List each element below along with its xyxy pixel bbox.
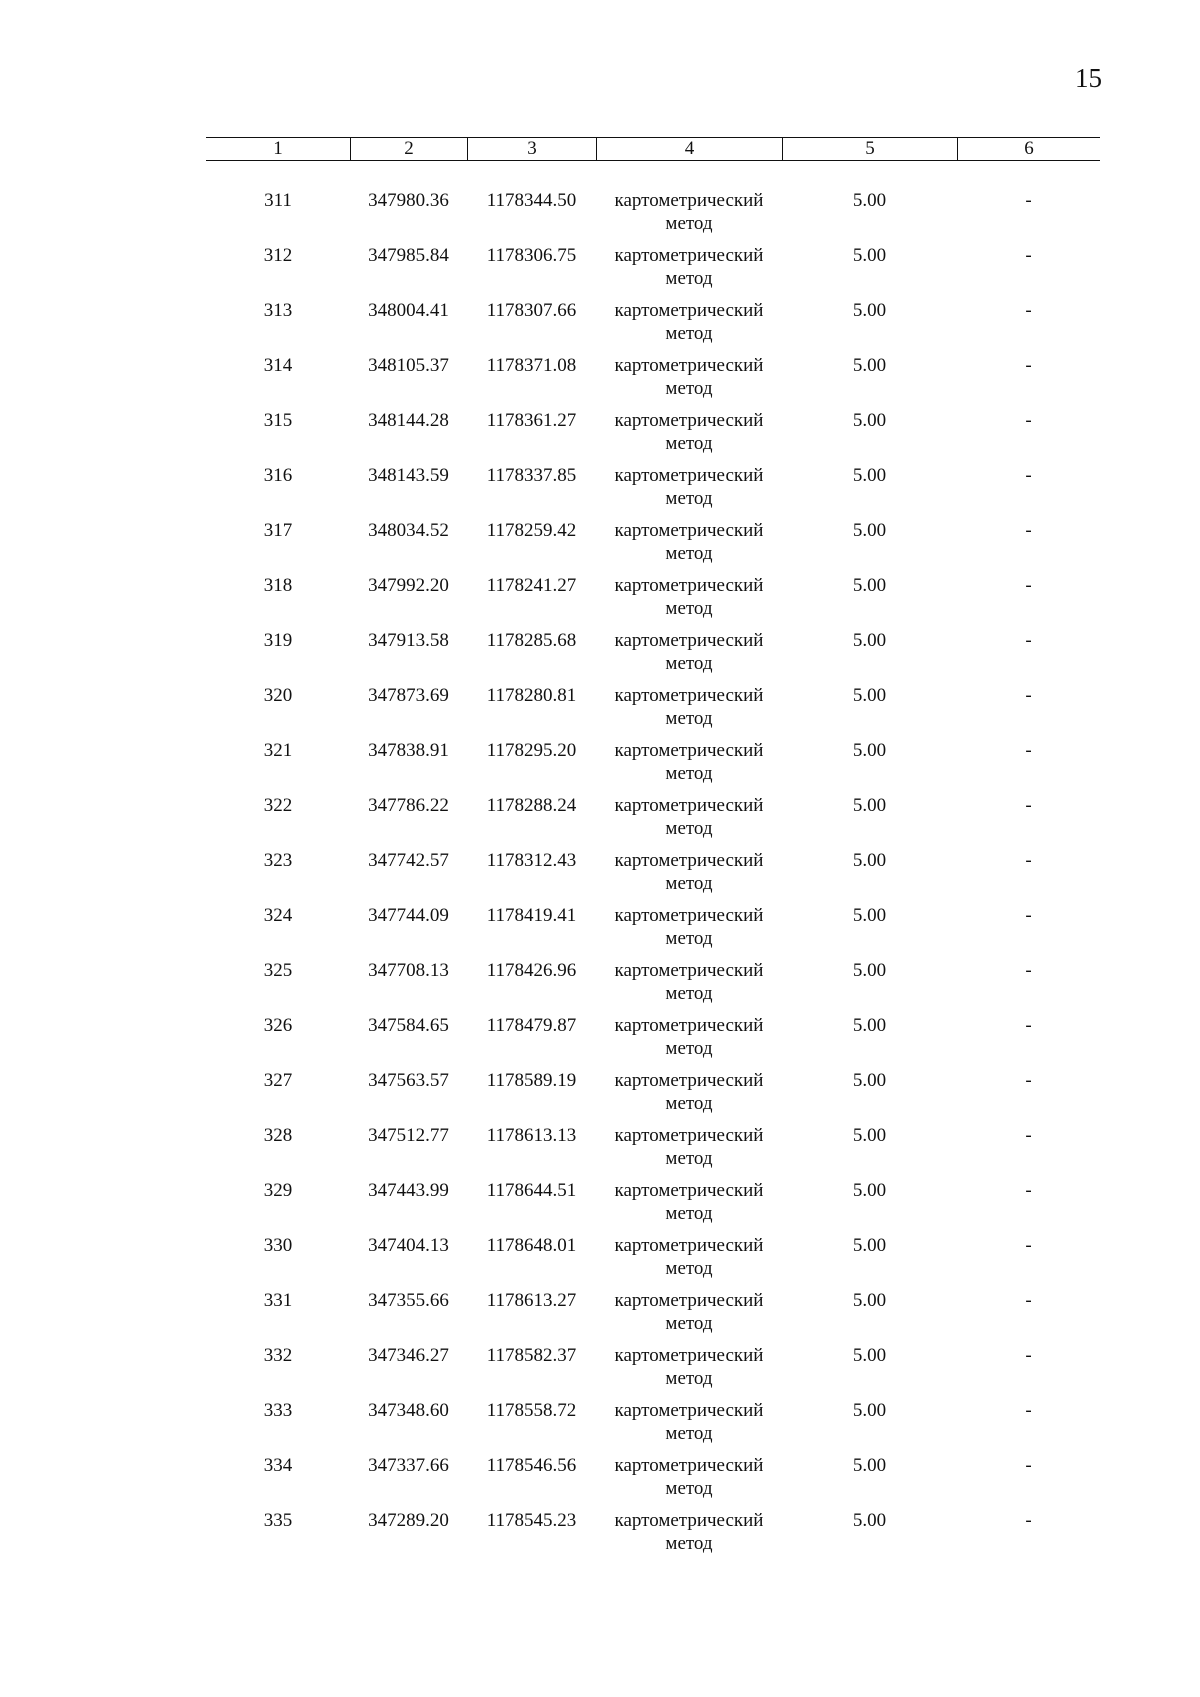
coordinate-y-cell: 1178419.41: [486, 905, 577, 926]
point-number-cell: 311: [264, 190, 292, 211]
coordinate-x-cell: 347742.57: [368, 850, 449, 871]
table-row: [206, 244, 1100, 299]
accuracy-cell: 5.00: [852, 1015, 887, 1036]
method-cell: картометрический метод: [614, 850, 764, 894]
accuracy-cell: 5.00: [852, 850, 887, 871]
table-row: [206, 1344, 1100, 1399]
accuracy-cell: 5.00: [852, 410, 887, 431]
coordinate-x-cell: 347873.69: [368, 685, 449, 706]
method-cell: картометрический метод: [614, 1125, 764, 1169]
coordinate-y-cell: 1178280.81: [486, 685, 577, 706]
coordinate-y-cell: 1178285.68: [486, 630, 577, 651]
coordinate-y-cell: 1178558.72: [486, 1400, 577, 1421]
table-row: [206, 849, 1100, 904]
point-number-cell: 320: [263, 685, 293, 706]
method-cell: картометрический метод: [614, 960, 764, 1004]
coordinate-y-cell: 1178644.51: [486, 1180, 577, 1201]
method-cell: картометрический метод: [614, 1455, 764, 1499]
coordinate-y-cell: 1178371.08: [486, 355, 577, 376]
table-row: [206, 1124, 1100, 1179]
table-row: [206, 1289, 1100, 1344]
coordinate-x-cell: 347563.57: [368, 1070, 449, 1091]
coordinate-x-cell: 347404.13: [368, 1235, 449, 1256]
point-number-cell: 331: [263, 1290, 293, 1311]
coordinate-x-cell: 347355.66: [368, 1290, 449, 1311]
table-row: [206, 409, 1100, 464]
accuracy-cell: 5.00: [852, 1235, 887, 1256]
accuracy-cell: 5.00: [852, 685, 887, 706]
method-cell: картометрический метод: [614, 410, 764, 454]
description-cell: -: [1025, 1345, 1032, 1366]
page-number: 15: [1075, 63, 1102, 93]
accuracy-cell: 5.00: [852, 1510, 887, 1531]
point-number-cell: 328: [263, 1125, 293, 1146]
coordinate-x-cell: 347992.20: [368, 575, 449, 596]
description-cell: -: [1025, 685, 1032, 706]
coordinate-x-cell: 347348.60: [368, 1400, 449, 1421]
point-number-cell: 329: [263, 1180, 293, 1201]
method-cell: картометрический метод: [614, 1345, 764, 1389]
accuracy-cell: 5.00: [852, 1345, 887, 1366]
point-number-cell: 333: [263, 1400, 293, 1421]
point-number-cell: 317: [263, 520, 293, 541]
point-number-cell: 332: [263, 1345, 293, 1366]
coordinate-x-cell: 347786.22: [368, 795, 449, 816]
table-row: [206, 1454, 1100, 1509]
accuracy-cell: 5.00: [852, 795, 887, 816]
method-cell: картометрический метод: [614, 905, 764, 949]
description-cell: -: [1025, 575, 1032, 596]
table-row: [206, 464, 1100, 519]
point-number-cell: 314: [263, 355, 293, 376]
accuracy-cell: 5.00: [852, 190, 887, 211]
table-row: [206, 574, 1100, 629]
description-cell: -: [1025, 355, 1032, 376]
coordinate-y-cell: 1178582.37: [486, 1345, 577, 1366]
column-header-6: 6: [957, 138, 1100, 160]
method-cell: картометрический метод: [614, 520, 764, 564]
coordinate-x-cell: 347913.58: [368, 630, 449, 651]
description-cell: -: [1025, 630, 1032, 651]
description-cell: -: [1025, 190, 1032, 211]
method-cell: картометрический метод: [614, 1015, 764, 1059]
description-cell: -: [1025, 1070, 1032, 1091]
point-number-cell: 327: [263, 1070, 293, 1091]
point-number-cell: 323: [263, 850, 293, 871]
coordinate-x-cell: 347443.99: [368, 1180, 449, 1201]
column-header-4: 4: [596, 138, 782, 160]
accuracy-cell: 5.00: [852, 905, 887, 926]
coordinate-x-cell: 347346.27: [368, 1345, 449, 1366]
accuracy-cell: 5.00: [852, 960, 887, 981]
coordinate-x-cell: 348143.59: [368, 465, 449, 486]
table-row: [206, 959, 1100, 1014]
coordinate-x-cell: 347980.36: [368, 190, 449, 211]
point-number-cell: 326: [263, 1015, 293, 1036]
table-row: [206, 1509, 1100, 1564]
accuracy-cell: 5.00: [852, 575, 887, 596]
description-cell: -: [1025, 1455, 1032, 1476]
table-row: [206, 629, 1100, 684]
point-number-cell: 325: [263, 960, 293, 981]
coordinate-y-cell: 1178479.87: [486, 1015, 577, 1036]
description-cell: -: [1025, 245, 1032, 266]
column-header-5: 5: [782, 138, 957, 160]
point-number-cell: 330: [263, 1235, 293, 1256]
method-cell: картометрический метод: [614, 1290, 764, 1334]
table-body: [206, 189, 1100, 1564]
method-cell: картометрический метод: [614, 300, 764, 344]
accuracy-cell: 5.00: [852, 1455, 887, 1476]
method-cell: картометрический метод: [614, 1235, 764, 1279]
table-row: [206, 1014, 1100, 1069]
table-row: [206, 189, 1100, 244]
table-header: [206, 137, 1100, 161]
table-row: [206, 519, 1100, 574]
point-number-cell: 319: [263, 630, 293, 651]
table-row: [206, 1069, 1100, 1124]
method-cell: картометрический метод: [614, 1400, 764, 1444]
coordinate-y-cell: 1178589.19: [486, 1070, 577, 1091]
description-cell: -: [1025, 905, 1032, 926]
coordinate-x-cell: 348004.41: [368, 300, 449, 321]
accuracy-cell: 5.00: [852, 1400, 887, 1421]
point-number-cell: 335: [263, 1510, 293, 1531]
column-header-1: 1: [273, 138, 283, 159]
accuracy-cell: 5.00: [852, 740, 887, 761]
description-cell: -: [1025, 1015, 1032, 1036]
coordinate-x-cell: 347512.77: [368, 1125, 449, 1146]
accuracy-cell: 5.00: [852, 1125, 887, 1146]
method-cell: картометрический метод: [614, 630, 764, 674]
accuracy-cell: 5.00: [852, 465, 887, 486]
point-number-cell: 318: [263, 575, 293, 596]
coordinate-y-cell: 1178546.56: [486, 1455, 577, 1476]
method-cell: картометрический метод: [614, 465, 764, 509]
point-number-cell: 315: [263, 410, 293, 431]
method-cell: картометрический метод: [614, 740, 764, 784]
column-header-2: 2: [350, 138, 467, 160]
point-number-cell: 321: [263, 740, 293, 761]
coordinate-y-cell: 1178306.75: [486, 245, 577, 266]
coordinate-y-cell: 1178344.50: [486, 190, 577, 211]
method-cell: картометрический метод: [614, 1070, 764, 1114]
description-cell: -: [1025, 1235, 1032, 1256]
method-cell: картометрический метод: [614, 795, 764, 839]
coordinate-x-cell: 347838.91: [368, 740, 449, 761]
coordinate-y-cell: 1178259.42: [486, 520, 577, 541]
table-row: [206, 1399, 1100, 1454]
column-header-3: 3: [467, 138, 596, 160]
table-row: [206, 684, 1100, 739]
coordinate-y-cell: 1178241.27: [486, 575, 577, 596]
coordinate-y-cell: 1178288.24: [486, 795, 577, 816]
method-cell: картометрический метод: [614, 685, 764, 729]
coordinate-x-cell: 347708.13: [368, 960, 449, 981]
coordinate-x-cell: 348034.52: [368, 520, 449, 541]
table-row: [206, 794, 1100, 849]
description-cell: -: [1025, 740, 1032, 761]
coordinate-y-cell: 1178545.23: [486, 1510, 577, 1531]
description-cell: -: [1025, 1290, 1032, 1311]
coordinate-x-cell: 347744.09: [368, 905, 449, 926]
point-number-cell: 322: [263, 795, 293, 816]
point-number-cell: 324: [263, 905, 293, 926]
point-number-cell: 313: [263, 300, 293, 321]
accuracy-cell: 5.00: [852, 245, 887, 266]
table-row: [206, 299, 1100, 354]
description-cell: -: [1025, 1180, 1032, 1201]
coordinate-y-cell: 1178307.66: [486, 300, 577, 321]
accuracy-cell: 5.00: [852, 1180, 887, 1201]
coordinate-x-cell: 347985.84: [368, 245, 449, 266]
description-cell: -: [1025, 1125, 1032, 1146]
method-cell: картометрический метод: [614, 245, 764, 289]
coordinate-x-cell: 347289.20: [368, 1510, 449, 1531]
table-row: [206, 1234, 1100, 1289]
table-row: [206, 1179, 1100, 1234]
description-cell: -: [1025, 410, 1032, 431]
point-number-cell: 334: [263, 1455, 293, 1476]
method-cell: картометрический метод: [614, 1180, 764, 1224]
table-row: [206, 739, 1100, 794]
accuracy-cell: 5.00: [852, 1070, 887, 1091]
coordinate-y-cell: 1178312.43: [486, 850, 577, 871]
description-cell: -: [1025, 850, 1032, 871]
method-cell: картометрический метод: [614, 1510, 764, 1554]
method-cell: картометрический метод: [614, 355, 764, 399]
description-cell: -: [1025, 465, 1032, 486]
description-cell: -: [1025, 1510, 1032, 1531]
method-cell: картометрический метод: [614, 575, 764, 619]
coordinate-x-cell: 348105.37: [368, 355, 449, 376]
accuracy-cell: 5.00: [852, 520, 887, 541]
table-row: [206, 354, 1100, 409]
coordinate-y-cell: 1178361.27: [486, 410, 577, 431]
description-cell: -: [1025, 1400, 1032, 1421]
description-cell: -: [1025, 795, 1032, 816]
table-row: [206, 904, 1100, 959]
coordinate-y-cell: 1178337.85: [486, 465, 577, 486]
description-cell: -: [1025, 520, 1032, 541]
coordinate-y-cell: 1178426.96: [486, 960, 577, 981]
coordinate-y-cell: 1178295.20: [486, 740, 577, 761]
accuracy-cell: 5.00: [852, 355, 887, 376]
method-cell: картометрический метод: [614, 190, 764, 234]
coordinate-y-cell: 1178648.01: [486, 1235, 577, 1256]
accuracy-cell: 5.00: [852, 300, 887, 321]
coordinate-x-cell: 347337.66: [368, 1455, 449, 1476]
coordinate-x-cell: 347584.65: [368, 1015, 449, 1036]
coordinate-x-cell: 348144.28: [368, 410, 449, 431]
coordinate-y-cell: 1178613.27: [486, 1290, 577, 1311]
accuracy-cell: 5.00: [852, 630, 887, 651]
point-number-cell: 312: [263, 245, 293, 266]
description-cell: -: [1025, 960, 1032, 981]
accuracy-cell: 5.00: [852, 1290, 887, 1311]
point-number-cell: 316: [263, 465, 293, 486]
description-cell: -: [1025, 300, 1032, 321]
coordinate-y-cell: 1178613.13: [486, 1125, 577, 1146]
